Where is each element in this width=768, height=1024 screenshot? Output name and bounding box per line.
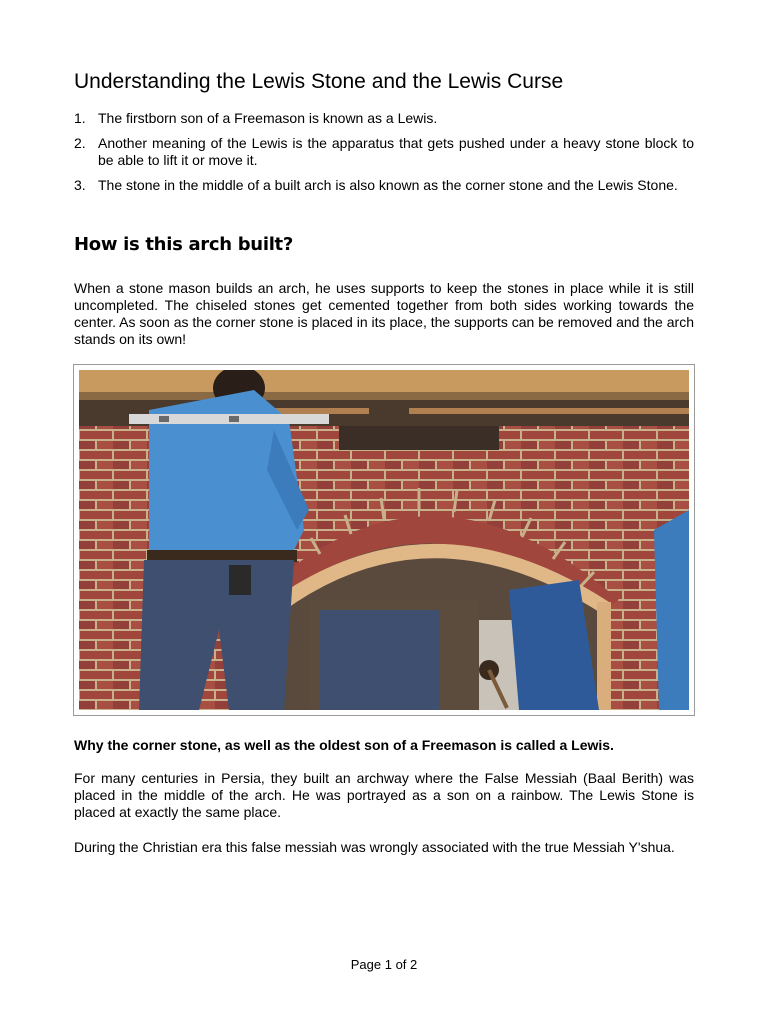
christian-era-paragraph: During the Christian era this false messiah was wrongly associated with the true Messiah Y'shua. xyxy=(74,839,675,855)
arch-photo xyxy=(79,370,689,710)
list-number: 2. xyxy=(74,135,86,151)
section-heading: How is this arch built? xyxy=(74,234,294,255)
numbered-list xyxy=(74,110,694,202)
document-title: Understanding the Lewis Stone and the Lewis Curse xyxy=(74,70,564,93)
lewis-explanation-heading: Why the corner stone, as well as the oldest son of a Freemason is called a Lewis. xyxy=(74,737,614,753)
page-number: Page 1 of 2 xyxy=(350,957,418,972)
list-item xyxy=(74,177,694,194)
list-number: 3. xyxy=(74,177,86,193)
list-text: Another meaning of the Lewis is the apparatus that gets pushed under a heavy stone block to be able to lift it or move it. xyxy=(98,135,694,168)
list-item xyxy=(74,135,694,169)
list-number: 1. xyxy=(74,110,86,126)
list-text: The stone in the middle of a built arch is also known as the corner stone and the Lewis Stone. xyxy=(98,177,678,193)
persia-paragraph: For many centuries in Persia, they built an archway where the False Messiah (Baal Berith) was placed in the middle of the arch. He was portrayed as a son on a rainbow. The Lewis Stone is placed at exactly the same place. xyxy=(74,770,694,820)
list-item xyxy=(74,110,694,127)
arch-building-paragraph: When a stone mason builds an arch, he uses supports to keep the stones in place while it is still uncompleted. The chiseled stones get cemented together from both sides working towards the center. As soon as the corner stone is placed in its place, the supports can be removed and the arch stands on its own! xyxy=(74,280,694,347)
arch-photo-figure xyxy=(73,364,695,716)
list-text: The firstborn son of a Freemason is known as a Lewis. xyxy=(98,110,438,126)
